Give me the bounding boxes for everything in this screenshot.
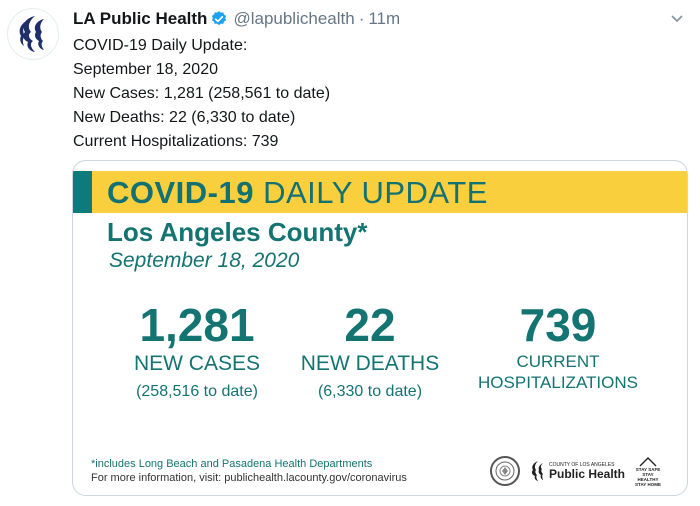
media-image-card[interactable]: [72, 160, 688, 496]
house-icon: [639, 457, 657, 467]
stat-value: 22: [344, 299, 396, 351]
separator-dot: ·: [358, 9, 365, 28]
stat-value: 739: [519, 299, 597, 351]
tweet-line: September 18, 2020: [73, 61, 218, 78]
card-title-bold: COVID-19: [107, 175, 254, 210]
stay-safe-line: STAY HOME: [635, 482, 661, 487]
stat-to-date: (258,516 to date): [136, 383, 258, 400]
banner-accent-bar: [73, 171, 92, 213]
tweet-line: New Deaths: 22 (6,330 to date): [73, 109, 296, 126]
county-seal-icon: [490, 456, 520, 486]
county-heading: Los Angeles County*: [107, 217, 368, 247]
chevron-down-icon[interactable]: [666, 8, 688, 30]
verified-badge-icon: [210, 10, 228, 28]
logo-public-health-text: Public Health: [548, 466, 625, 481]
stat-value: 1,281: [139, 299, 255, 351]
card-title-rest: DAILY UPDATE: [253, 175, 488, 210]
tweet-header: [73, 8, 688, 30]
tweet-line: Current Hospitalizations: 739: [73, 133, 279, 150]
footnote: *includes Long Beach and Pasadena Health Departments: [91, 458, 373, 470]
display-name[interactable]: LA Public Health: [73, 9, 208, 28]
stat-label: NEW DEATHS: [300, 352, 440, 375]
stay-safe-line: STAY SAFE: [635, 467, 661, 472]
public-health-logo: [528, 460, 625, 482]
la-public-health-logo-icon: [13, 13, 53, 55]
stat-label: NEW CASES: [133, 352, 261, 375]
stat-label-line1: CURRENT: [516, 352, 600, 371]
timestamp[interactable]: 11m: [368, 9, 401, 28]
avatar[interactable]: [7, 8, 59, 60]
tweet-line: New Cases: 1,281 (258,561 to date): [73, 85, 331, 102]
tweet: [73, 8, 688, 154]
stat-label-line2: HOSPITALIZATIONS: [478, 373, 638, 392]
stat-new-cases: [117, 299, 277, 403]
logo-county-text: COUNTY OF LOS ANGELES: [548, 461, 615, 468]
stat-new-deaths: [295, 299, 445, 403]
public-health-mark-icon: [528, 460, 546, 482]
more-info-text: For more information, visit: publichealth.lacounty.gov/coronavirus: [91, 472, 407, 484]
update-date: September 18, 2020: [109, 249, 300, 272]
title-banner: [73, 171, 687, 213]
tweet-text: [73, 34, 688, 154]
card-title: [107, 174, 488, 212]
stat-current-hospitalizations: [473, 299, 643, 393]
tweet-line: COVID-19 Daily Update:: [73, 37, 248, 54]
stay-safe-line: STAY HEALTHY: [637, 472, 659, 482]
public-health-logo-text: [549, 463, 625, 480]
stay-safe-logo: [633, 455, 663, 487]
handle[interactable]: @lapublichealth: [233, 9, 355, 28]
footer-logos: [490, 455, 663, 487]
stat-to-date: (6,330 to date): [317, 383, 423, 400]
